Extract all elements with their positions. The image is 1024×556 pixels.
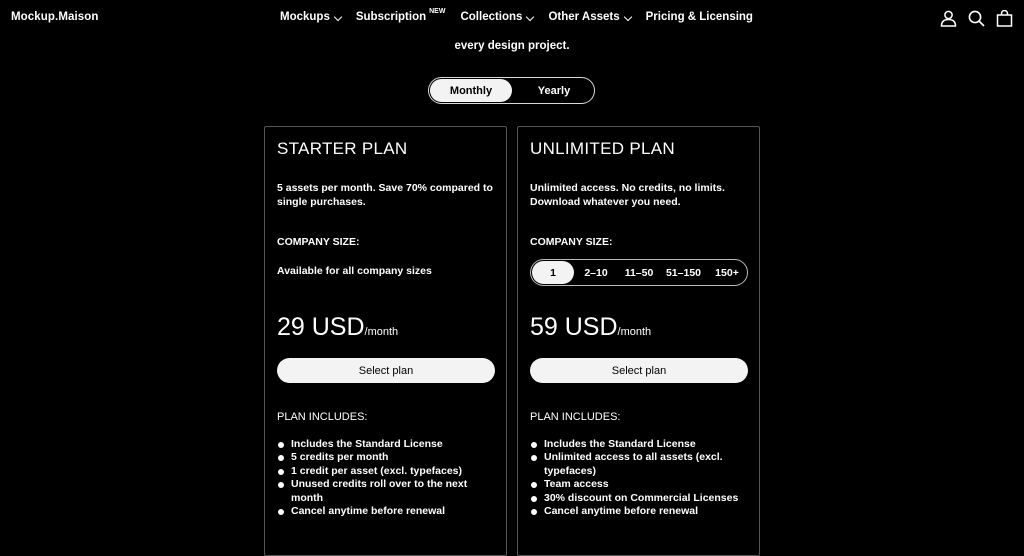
list-item: Includes the Standard License (277, 438, 499, 451)
list-item: Unused credits roll over to the next month (277, 478, 499, 505)
plan-price (277, 313, 398, 342)
site-logo[interactable]: Mockup.Maison (11, 11, 99, 23)
plan-includes-label: PLAN INCLUDES: (530, 411, 621, 423)
list-item: Cancel anytime before renewal (530, 505, 752, 518)
select-plan-button[interactable]: Select plan (530, 358, 748, 383)
nav-pricing-label: Pricing & Licensing (645, 11, 753, 23)
toggle-monthly[interactable]: Monthly (430, 79, 512, 102)
unlimited-plan-card (517, 126, 760, 556)
company-size-text: Available for all company sizes (277, 265, 432, 277)
price-amount: 59 USD (530, 313, 618, 341)
plan-description: 5 assets per month. Save 70% compared to single purchases. (277, 182, 493, 208)
company-size-option[interactable]: 150+ (715, 266, 739, 279)
list-item: 30% discount on Commercial Licenses (530, 492, 752, 505)
starter-plan-card (264, 126, 507, 556)
select-plan-button[interactable]: Select plan (277, 358, 495, 383)
new-badge: NEW (429, 8, 446, 15)
plan-title: STARTER PLAN (277, 139, 408, 158)
nav-mockups-label: Mockups (280, 11, 330, 23)
main-nav (280, 8, 768, 23)
price-period: /month (364, 326, 399, 338)
nav-other-assets-label: Other Assets (548, 11, 620, 23)
nav-pricing[interactable] (646, 11, 753, 23)
chevron-down-icon (623, 13, 631, 21)
plan-includes-label: PLAN INCLUDES: (277, 411, 368, 423)
nav-subscription[interactable] (355, 8, 446, 23)
header-icons (940, 10, 1013, 27)
company-size-option[interactable]: 2–10 (584, 266, 608, 279)
company-size-option[interactable]: 1 (532, 261, 574, 284)
list-item: Cancel anytime before renewal (277, 505, 499, 518)
list-item: Team access (530, 478, 752, 491)
billing-toggle (428, 77, 595, 104)
search-icon[interactable] (968, 10, 985, 27)
nav-mockups[interactable] (280, 11, 341, 23)
price-period: /month (617, 326, 652, 338)
company-size-option[interactable]: 11–50 (624, 266, 654, 279)
list-item: Unlimited access to all assets (excl. typefaces) (530, 451, 752, 478)
toggle-yearly[interactable]: Yearly (537, 84, 571, 97)
section-tagline: every design project. (454, 40, 570, 52)
list-item: 5 credits per month (277, 451, 499, 464)
price-amount: 29 USD (277, 313, 365, 341)
site-header (0, 0, 1024, 38)
nav-other-assets[interactable] (548, 11, 630, 23)
company-size-label: COMPANY SIZE: (277, 236, 360, 248)
account-icon[interactable] (940, 10, 957, 27)
company-size-option[interactable]: 51–150 (665, 266, 702, 279)
nav-collections-label: Collections (460, 11, 523, 23)
chevron-down-icon (526, 13, 534, 21)
feature-list (530, 438, 752, 518)
nav-collections[interactable] (460, 11, 533, 23)
list-item: 1 credit per asset (excl. typefaces) (277, 465, 499, 478)
plan-title: UNLIMITED PLAN (530, 139, 675, 158)
nav-subscription-label: Subscription (355, 11, 427, 23)
chevron-down-icon (334, 13, 342, 21)
company-size-selector (530, 259, 748, 286)
company-size-label: COMPANY SIZE: (530, 236, 613, 248)
list-item: Includes the Standard License (530, 438, 752, 451)
feature-list (277, 438, 499, 518)
bag-icon[interactable] (996, 10, 1013, 27)
plan-price (530, 313, 651, 342)
plan-description: Unlimited access. No credits, no limits. Download whatever you need. (530, 182, 725, 208)
